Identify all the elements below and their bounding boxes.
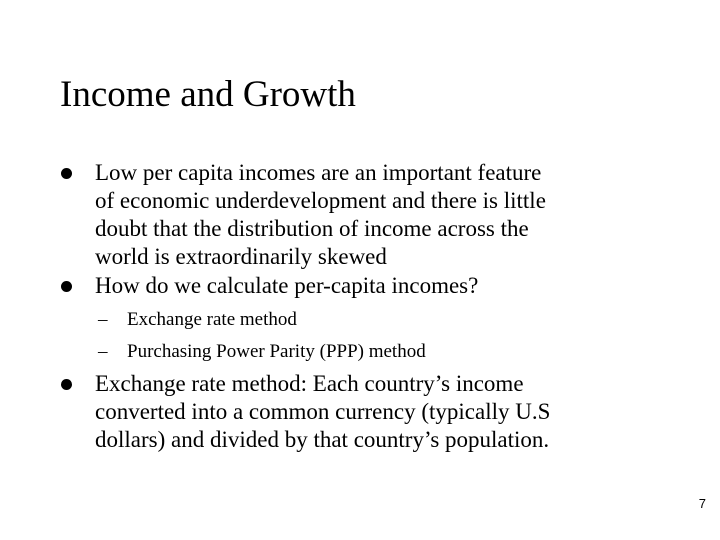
bullet-line: Exchange rate method: Each country’s income: [95, 371, 524, 396]
bullet-line: of economic underdevelopment and there is little: [95, 188, 546, 213]
bullet-item-2: [95, 272, 695, 300]
sub-item-label: Exchange rate method: [127, 309, 297, 330]
sub-item-ppp-method: [98, 339, 426, 364]
bullet-line: converted into a common currency (typically U.S: [95, 399, 551, 424]
dash-icon: –: [98, 341, 108, 362]
bullet-item-3: [95, 370, 695, 454]
bullet-line: doubt that the distribution of income across the: [95, 216, 529, 241]
sub-item-exchange-rate-method: [98, 307, 297, 332]
bullet-dot-icon: [61, 281, 72, 292]
bullet-dot-icon: [61, 168, 72, 179]
dash-icon: –: [98, 309, 108, 330]
slide-title: Income and Growth: [60, 74, 356, 115]
page-number: 7: [698, 496, 706, 511]
sub-item-label: Purchasing Power Parity (PPP) method: [127, 341, 426, 362]
bullet-line: Low per capita incomes are an important feature: [95, 160, 542, 185]
bullet-line: How do we calculate per-capita incomes?: [95, 273, 479, 298]
bullet-line: world is extraordinarily skewed: [95, 244, 387, 269]
bullet-item-1: [95, 159, 695, 271]
bullet-dot-icon: [61, 379, 72, 390]
bullet-line: dollars) and divided by that country’s population.: [95, 427, 550, 452]
